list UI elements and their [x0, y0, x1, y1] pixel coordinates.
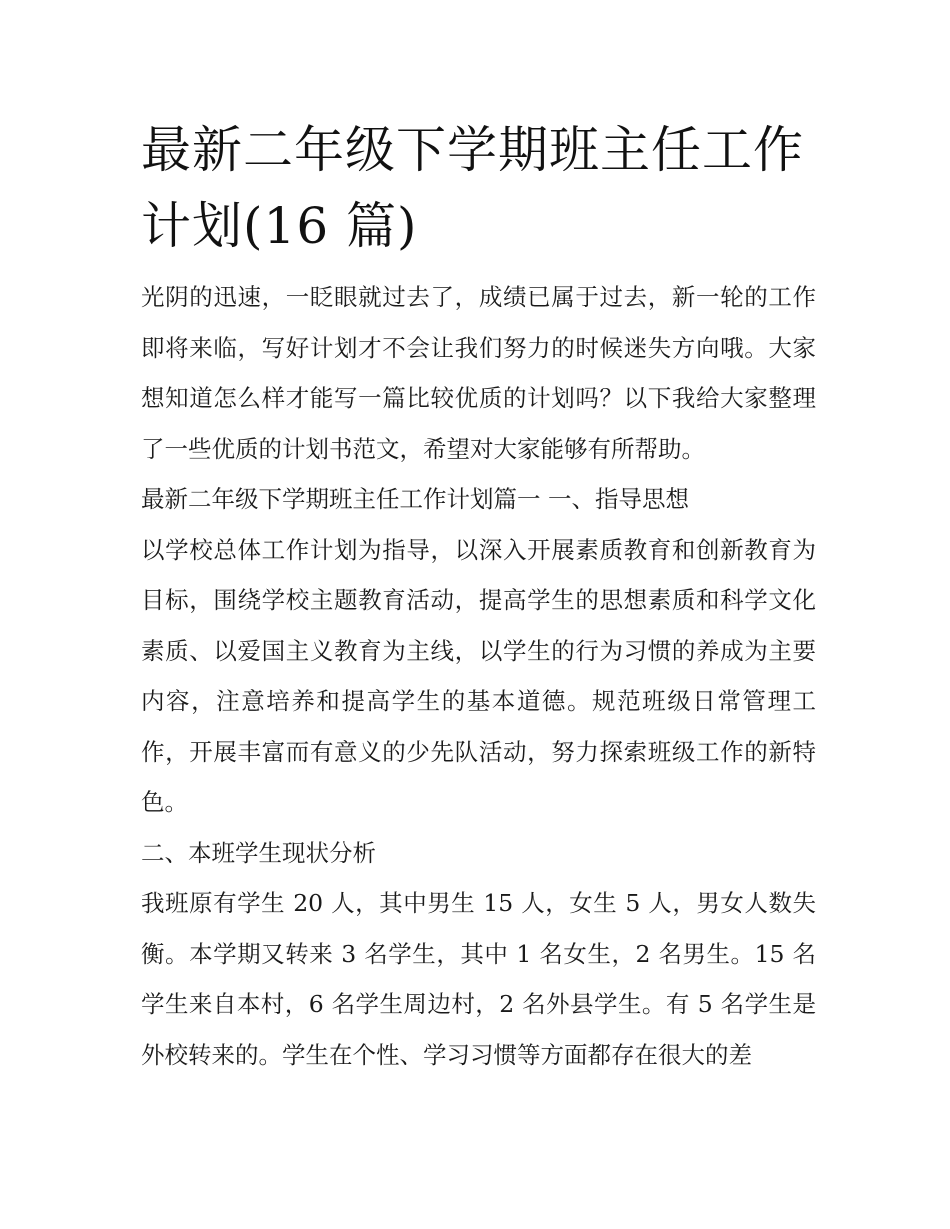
paragraph-intro: 光阴的迅速，一眨眼就过去了，成绩已属于过去，新一轮的工作即将来临，写好计划才不会让我们努力的时候迷失方向哦。大家想知道怎么样才能写一篇比较优质的计划吗？以下我给大家整理了一些优质的计划书范文，希望对大家能够有所帮助。	[141, 283, 816, 463]
document-title: 最新二年级下学期班主任工作计划(16 篇)	[141, 121, 804, 255]
paragraph-class-status: 我班原有学生 20 人，其中男生 15 人，女生 5 人，男女人数失衡。本学期又转来 3 名学生，其中 1 名女生，2 名男生。15 名学生来自本村，6 名学生周边村，2 名外县学生。有 5 名学生是外校转来的。学生在个性、学习习惯等方面都存在很大的差	[141, 889, 816, 1069]
section-heading-guiding-ideology: 最新二年级下学期班主任工作计划篇一 一、指导思想	[141, 485, 689, 513]
document-page	[141, 112, 816, 1080]
section-heading-class-status: 二、本班学生现状分析	[141, 838, 376, 867]
document-body	[141, 272, 816, 1080]
paragraph-guiding-ideology: 以学校总体工作计划为指导，以深入开展素质教育和创新教育为目标，围绕学校主题教育活动，提高学生的思想素质和科学文化素质、以爱国主义教育为主线，以学生的行为习惯的养成为主要内容，注意培养和提高学生的基本道德。规范班级日常管理工作，开展丰富而有意义的少先队活动，努力探索班级工作的新特色。	[141, 535, 816, 816]
